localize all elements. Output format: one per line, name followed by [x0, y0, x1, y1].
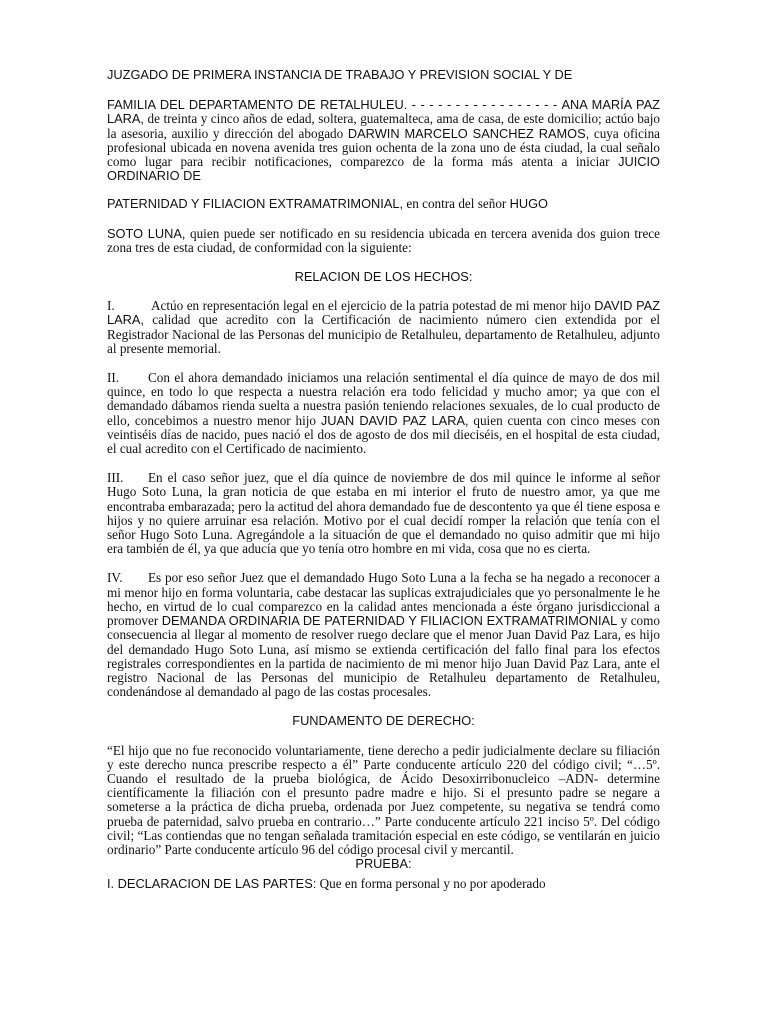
- fact-text-post: y como consecuencia al llegar al momento de resolver ruego declare que el menor Juan David Paz Lara, es hijo del demandado Hugo Soto Luna, así mismo se extienda certificación del fallo final para los efectos registrales correspondientes en la partida de nacimiento de mi menor hijo Juan David Paz Lara, ante el registro Nacional de las Personas del municipio de Retalhuleu departamento de Retalhuleu, condenándose al demandado al pago de las costas procesales.: [107, 613, 661, 700]
- proof-heading: PRUEBA:: [355, 856, 412, 872]
- proof-item-title: I. DECLARACION DE LAS PARTES:: [107, 876, 317, 892]
- fact-number: I.: [107, 298, 115, 314]
- intro3-text: quien puede ser notificado en su residencia ubicada en tercera avenida dos guion trece zona tres de esta ciudad, de conformidad con la siguiente:: [107, 225, 661, 255]
- fact-caps: JUAN DAVID PAZ LARA,: [320, 412, 469, 428]
- court-heading-tail: FAMILIA DEL DEPARTAMENTO DE RETALHULEU.: [107, 97, 408, 113]
- fact-number: IV.: [107, 570, 123, 586]
- fact-item: [107, 571, 660, 699]
- defendant-first-name: HUGO: [509, 196, 549, 212]
- fact-number: II.: [107, 370, 120, 386]
- fact-text-post: calidad que acredito con la Certificación de nacimiento número cien extendida por el Registrador Nacional de las Personas del municipio de Retalhuleu, departamento de Retalhuleu, adjunto al presente memorial.: [107, 312, 661, 356]
- law-paragraph: “El hijo que no fue reconocido voluntariamente, tiene derecho a pedir judicialmente declare su filiación y este derecho nunca prescribe respecto a él” Parte conducente artículo 220 del código civil; “…5º. Cuando el resultado de la prueba biológica, de Ácido Desoxirribonucleico –ADN- determine científicamente la filiación con el presunto padre madre e hijo. Si el presunto padre se negare a someterse a la práctica de dicha prueba, ordenada por Juez competente, su negativa se tendrá como prueba de paternidad, salvo prueba en contrario…” Parte conducente artículo 221 inciso 5º. Del código civil; “Las contiendas que no tengan señalada tramitación especial en este código, se ventilarán en juicio ordinario” Parte conducente artículo 96 del código procesal civil y mercantil.: [107, 742, 660, 857]
- fact-number: III.: [107, 470, 124, 486]
- intro-text-2: cuya oficina profesional ubicada en novena avenida tres guion ochenta de la zona uno de ésta ciudad, la cual señalo como lugar para recibir notificaciones, comparezco de la forma más atenta a iniciar: [107, 125, 661, 170]
- defendant-last-name: SOTO LUNA,: [107, 225, 186, 241]
- fact-text-pre: Con el ahora demandado iniciamos una relación sentimental el día quince de mayo de dos mil quince, en todo lo que respecta a nuestra relación era todo felicidad y mucho amor; ya que con el demandado dábamos rienda suelta a nuestra pasión teniendo relaciones sexuales, de lo cual producto de ello, concebimos a nuestro menor hijo: [107, 370, 660, 428]
- intro-paragraph-2: [107, 197, 660, 211]
- intro-paragraph: [107, 98, 660, 183]
- document-page: [107, 68, 660, 907]
- law-heading: FUNDAMENTO DE DERECHO:: [292, 713, 475, 729]
- fact-text-pre: En el caso señor juez, que el día quince de noviembre de dos mil quince le informe al señor Hugo Soto Luna, la gran noticia de que estaba en mi interior el fruto de nuestro amor, ya que me encontraba embarazada; pero la actitud del ahora demandado fue de descontento ya que él tiene esposa e hijos y no quiere arruinar esa relación. Motivo por el cual decidí romper la relación que tenía con el señor Hugo Soto Luna. Agregándole a la situación de que el demandado no quiso admitir que mi hijo era también de él, ya que aducía que yo tenía otro hombre en mi vida, cosa que no es cierta.: [107, 470, 660, 557]
- fact-item: [107, 471, 660, 556]
- proof-item-text: Que en forma personal y no por apoderado: [319, 876, 546, 892]
- fact-item: [107, 371, 660, 456]
- action-title-cont: PATERNIDAD Y FILIACION EXTRAMATRIMONIAL,: [107, 196, 404, 212]
- intro-text-1: de treinta y cinco años de edad, soltera, guatemalteca, ama de casa, de este domicilio; actúo bajo la asesoria, auxilio y dirección del abogado: [107, 111, 661, 141]
- plaintiff-name: ANA MARÍA PAZ LARA,: [107, 97, 660, 127]
- lawyer-name: DARWIN MARCELO SANCHEZ RAMOS,: [347, 125, 590, 141]
- fact-caps: DAVID PAZ LARA,: [107, 298, 661, 328]
- action-title: JUICIO ORDINARIO DE: [107, 154, 661, 184]
- dash-filler: - - - - - - - - - - - - - - - - -: [411, 97, 558, 113]
- court-heading-line: [107, 68, 660, 82]
- intro-paragraph-3: [107, 227, 660, 255]
- facts-heading: RELACION DE LOS HECHOS:: [294, 269, 473, 285]
- fact-caps: DEMANDA ORDINARIA DE PATERNIDAD Y FILIACION EXTRAMATRIMONIAL: [161, 613, 618, 629]
- fact-text-post: quien cuenta con cinco meses con veintiséis días de nacido, pues nació el dos de agosto de dos mil dieciséis, en el hospital de esta ciudad, el cual acredito con el Certificado de nacimiento.: [107, 412, 660, 457]
- fact-item: [107, 299, 660, 356]
- fact-text-pre: Es por eso señor Juez que el demandado Hugo Soto Luna a la fecha se ha negado a reconocer a mi menor hijo en forma voluntaria, cabe destacar las suplicas extrajudiciales que yo personalmente le he hecho, en virtud de lo cual comparezco en la calidad antes mencionada a éste órgano jurisdiccional a promover: [107, 570, 660, 629]
- proof-item: [107, 877, 660, 891]
- fact-text-pre: Actúo en representación legal en el ejercicio de la patria potestad de mi menor hijo: [151, 298, 591, 314]
- court-heading: JUZGADO DE PRIMERA INSTANCIA DE TRABAJO Y PREVISION SOCIAL Y DE: [107, 67, 573, 82]
- intro2-text: en contra del señor: [406, 196, 507, 212]
